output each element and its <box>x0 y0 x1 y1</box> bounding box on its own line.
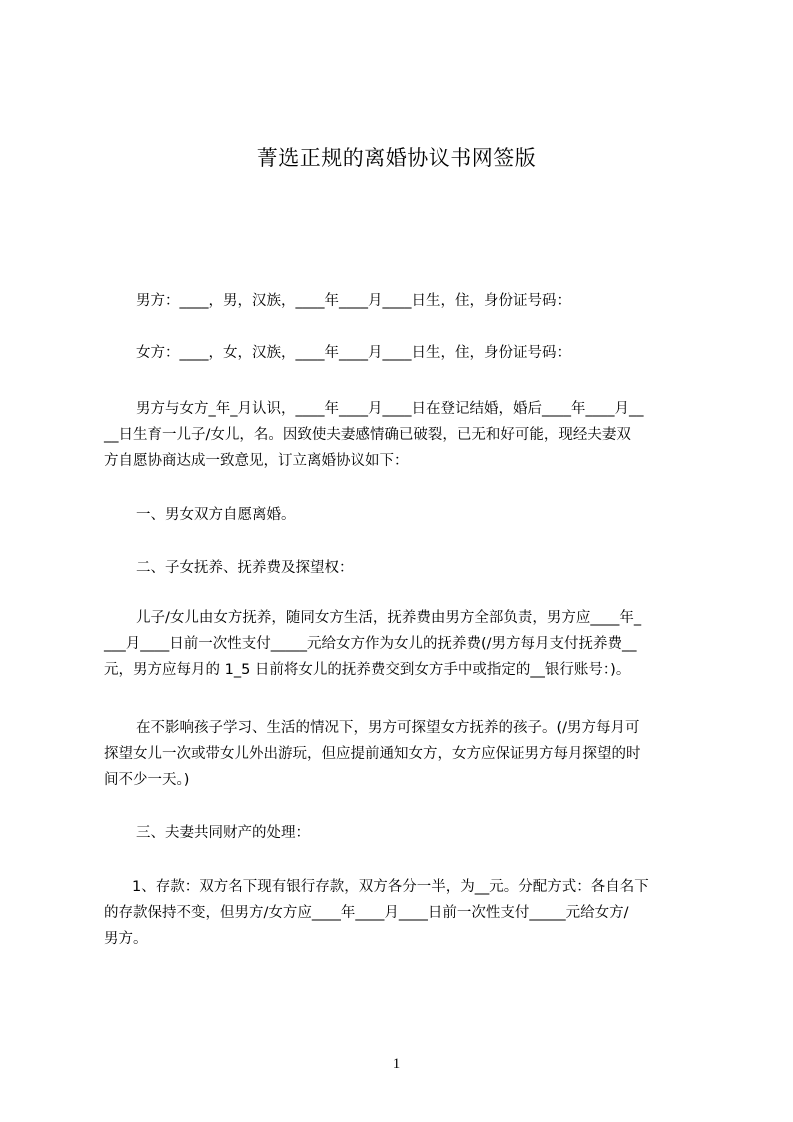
document-title: 菁选正规的离婚协议书网签版 <box>256 146 537 170</box>
text-line: 二、子女抚养、抚养费及探望权： <box>136 560 354 576</box>
visitation-paragraph <box>104 715 694 793</box>
text-line: 三、夫妻共同财产的处理： <box>136 825 310 841</box>
page-number: 1 <box>392 1056 401 1072</box>
text-line: 男方。 <box>104 931 148 947</box>
text-line: 1、存款：双方名下现有银行存款，双方各分一半，为__元。分配方式：各自名下 <box>132 879 649 895</box>
text-line: __日生育一儿子/女儿，名。因致使夫妻感情确已破裂，已无和好可能，现经夫妻双 <box>104 427 631 443</box>
clause-heading-1 <box>136 502 726 528</box>
text-line: 间不少一天。) <box>104 772 190 788</box>
text-line: 男方：____，男，汉族，____年____月____日生，住，身份证号码： <box>136 293 571 309</box>
text-line: 探望女儿一次或带女儿外出游玩，但应提前通知女方，女方应保证男方每月探望的时 <box>104 746 641 762</box>
deposits-paragraph <box>104 874 694 952</box>
clause-heading-2 <box>136 555 726 581</box>
clause-heading-3 <box>136 820 726 846</box>
text-line: 的存款保持不变，但男方/女方应____年____月____日前一次性支付_____元给女方/ <box>104 905 629 921</box>
text-line: 在不影响孩子学习、生活的情况下，男方可探望女方抚养的孩子。(/男方每月可 <box>136 720 640 736</box>
text-line: 男方与女方_年_月认识，____年____月____日在登记结婚，婚后____年____月__ <box>136 401 644 417</box>
intro-paragraph <box>104 396 694 474</box>
custody-paragraph <box>104 605 694 683</box>
party-woman-line <box>136 340 726 366</box>
text-line: ___月____日前一次性支付_____元给女方作为女儿的抚养费(/男方每月支付抚养费__ <box>104 636 637 652</box>
text-line: 元，男方应每月的 1_5 日前将女儿的抚养费交到女方手中或指定的__银行账号：)。 <box>104 662 631 678</box>
text-line: 女方：____，女，汉族，____年____月____日生，住，身份证号码： <box>136 345 571 361</box>
text-line: 方自愿协商达成一致意见，订立离婚协议如下： <box>104 453 409 469</box>
text-line: 一、男女双方自愿离婚。 <box>136 507 296 523</box>
party-man-line <box>136 288 726 314</box>
text-line: 儿子/女儿由女方抚养，随同女方生活，抚养费由男方全部负责，男方应____年_ <box>136 610 642 626</box>
